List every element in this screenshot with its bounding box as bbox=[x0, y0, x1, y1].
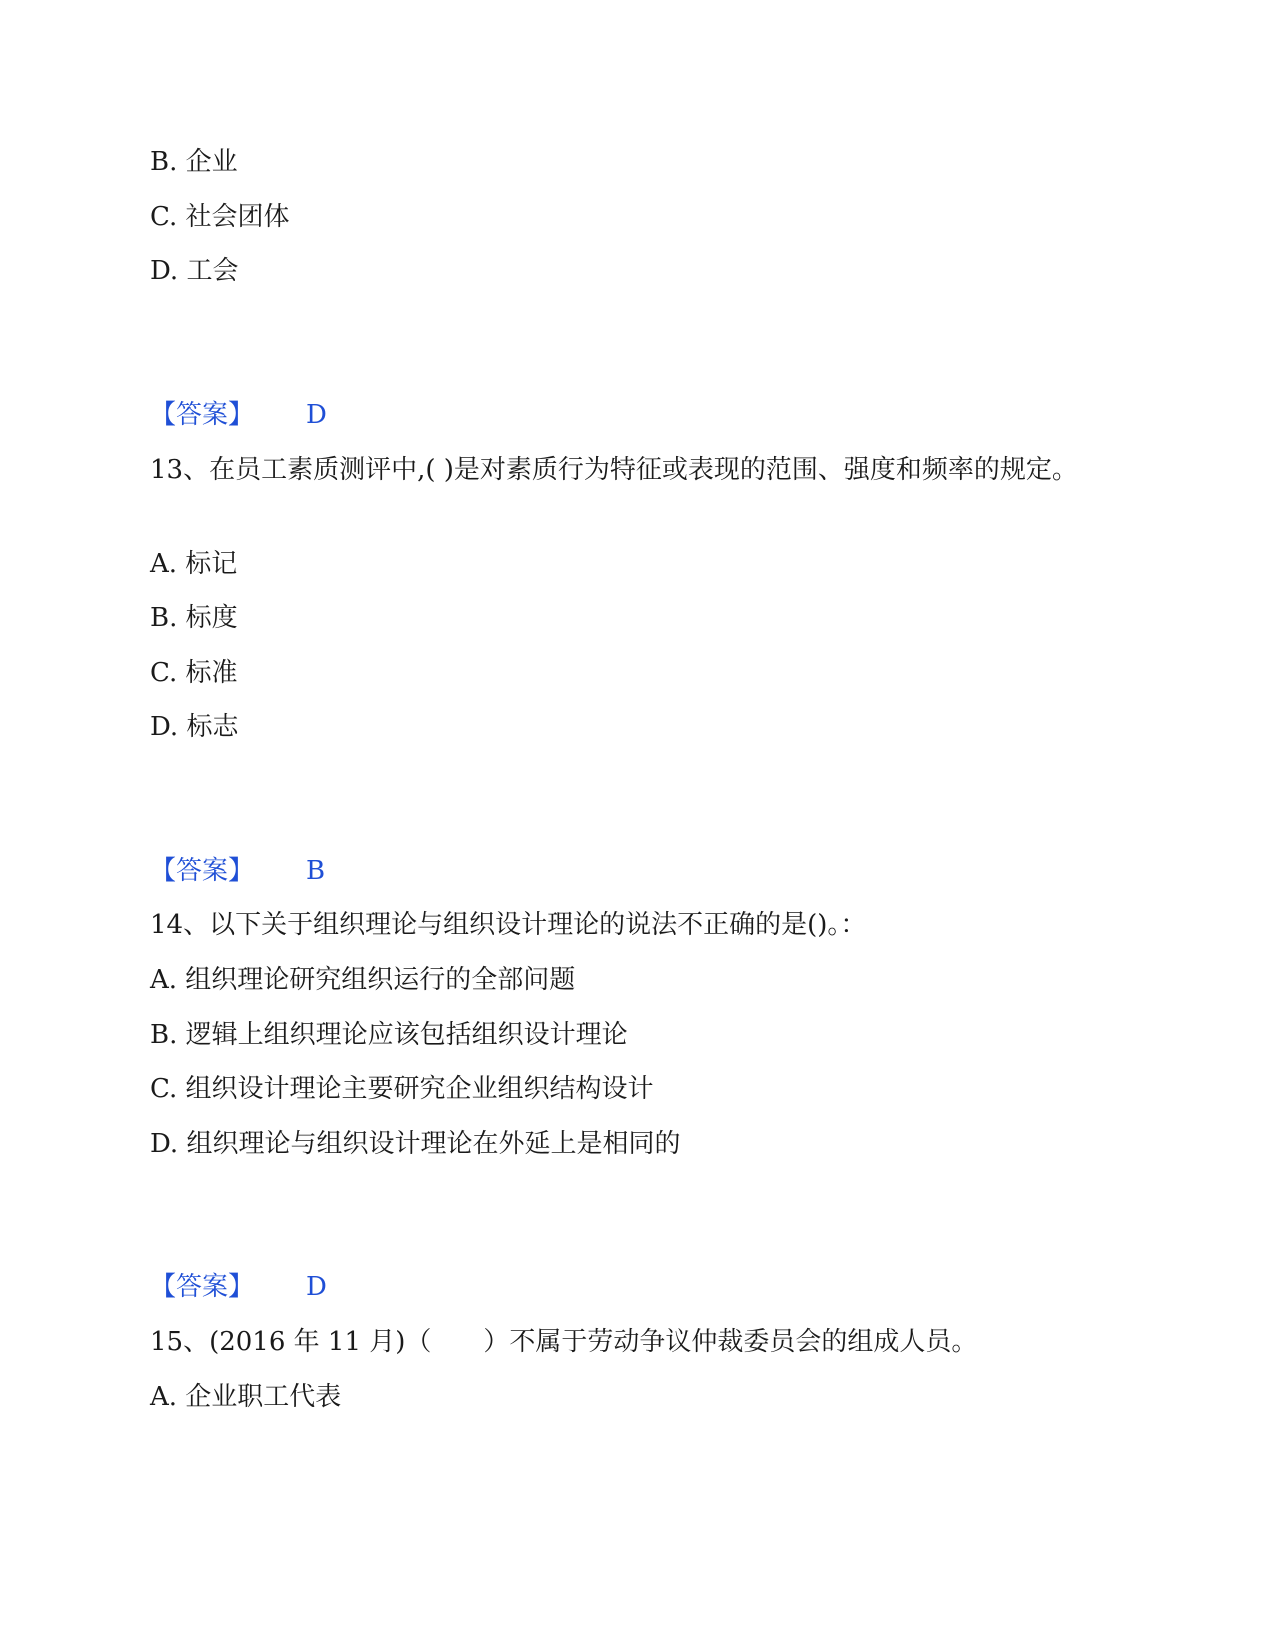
q14-option-c: C. 组织设计理论主要研究企业组织结构设计 bbox=[150, 1074, 654, 1104]
q14-option-b: B. 逻辑上组织理论应该包括组织设计理论 bbox=[150, 1020, 628, 1050]
q13-option-b: B. 标度 bbox=[150, 603, 238, 633]
q12-answer-label: 【答案】 bbox=[150, 400, 255, 430]
q13-stem: 13、在员工素质测评中,( )是对素质行为特征或表现的范围、强度和频率的规定。 bbox=[150, 455, 1078, 485]
q13-answer-label: 【答案】 bbox=[150, 856, 255, 886]
q13-option-a: A. 标记 bbox=[150, 549, 238, 579]
q13-option-c: C. 标准 bbox=[150, 658, 238, 688]
q12-option-c: C. 社会团体 bbox=[150, 202, 290, 232]
q14-answer-label: 【答案】 bbox=[150, 1272, 255, 1302]
q12-answer-value: D bbox=[306, 400, 327, 430]
q13-answer-value: B bbox=[306, 856, 326, 886]
q13-answer bbox=[150, 854, 325, 888]
q14-stem: 14、以下关于组织理论与组织设计理论的说法不正确的是()。： bbox=[150, 910, 867, 940]
q14-answer-value: D bbox=[306, 1272, 327, 1302]
q14-option-d: D. 组织理论与组织设计理论在外延上是相同的 bbox=[150, 1129, 681, 1159]
q15-stem: 15、(2016 年 11 月)（ ）不属于劳动争议仲裁委员会的组成人员。 bbox=[150, 1327, 978, 1357]
q12-option-b: B. 企业 bbox=[150, 147, 238, 177]
q14-option-a: A. 组织理论研究组织运行的全部问题 bbox=[150, 965, 576, 995]
q13-option-d: D. 标志 bbox=[150, 712, 239, 742]
q14-answer bbox=[150, 1270, 327, 1304]
q15-option-a: A. 企业职工代表 bbox=[150, 1382, 342, 1412]
q12-answer bbox=[150, 398, 327, 432]
q12-option-d: D. 工会 bbox=[150, 256, 239, 286]
